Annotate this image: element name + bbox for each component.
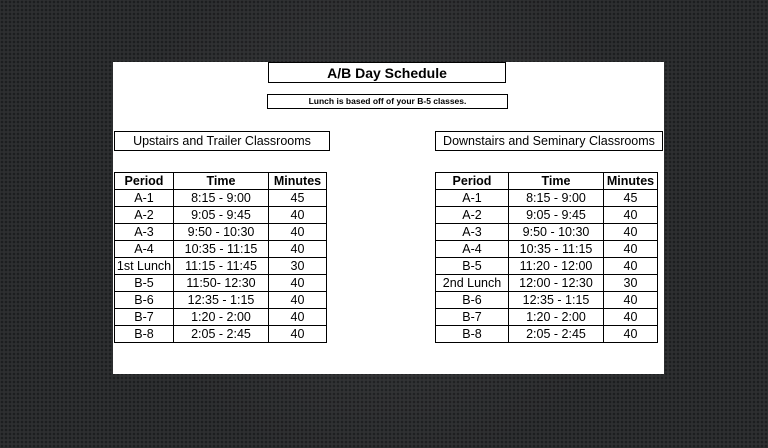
left-section-heading: Upstairs and Trailer Classrooms — [114, 131, 330, 151]
time-cell: 9:05 - 9:45 — [174, 207, 269, 224]
time-cell: 9:50 - 10:30 — [509, 224, 604, 241]
time-cell: 2:05 - 2:45 — [509, 326, 604, 343]
time-cell: 12:00 - 12:30 — [509, 275, 604, 292]
time-cell: 11:15 - 11:45 — [174, 258, 269, 275]
period-header: Period — [115, 173, 174, 190]
period-cell: A-3 — [436, 224, 509, 241]
time-cell: 2:05 - 2:45 — [174, 326, 269, 343]
minutes-cell: 40 — [269, 207, 327, 224]
time-cell: 11:50- 12:30 — [174, 275, 269, 292]
period-cell: A-4 — [436, 241, 509, 258]
table-row — [436, 258, 658, 275]
time-cell: 1:20 - 2:00 — [174, 309, 269, 326]
minutes-cell: 40 — [604, 309, 658, 326]
minutes-cell: 40 — [604, 224, 658, 241]
table-row — [115, 275, 327, 292]
time-cell: 9:05 - 9:45 — [509, 207, 604, 224]
period-cell: B-8 — [115, 326, 174, 343]
table-row — [115, 258, 327, 275]
minutes-header: Minutes — [604, 173, 658, 190]
period-cell: 1st Lunch — [115, 258, 174, 275]
table-row — [436, 190, 658, 207]
table-row — [436, 241, 658, 258]
time-header: Time — [174, 173, 269, 190]
period-cell: A-4 — [115, 241, 174, 258]
minutes-cell: 30 — [269, 258, 327, 275]
period-cell: A-1 — [115, 190, 174, 207]
right-schedule-table — [435, 172, 658, 343]
minutes-cell: 40 — [604, 258, 658, 275]
period-cell: A-2 — [436, 207, 509, 224]
table-row — [115, 241, 327, 258]
table-header-row — [115, 173, 327, 190]
minutes-cell: 40 — [269, 292, 327, 309]
table-header-row — [436, 173, 658, 190]
minutes-cell: 40 — [604, 207, 658, 224]
table-row — [115, 292, 327, 309]
minutes-cell: 40 — [269, 224, 327, 241]
left-schedule-table — [114, 172, 327, 343]
time-cell: 12:35 - 1:15 — [509, 292, 604, 309]
period-cell: 2nd Lunch — [436, 275, 509, 292]
table-row — [115, 326, 327, 343]
time-cell: 10:35 - 11:15 — [509, 241, 604, 258]
time-cell: 8:15 - 9:00 — [509, 190, 604, 207]
time-header: Time — [509, 173, 604, 190]
period-cell: B-8 — [436, 326, 509, 343]
time-cell: 9:50 - 10:30 — [174, 224, 269, 241]
table-row — [436, 224, 658, 241]
table-row — [436, 309, 658, 326]
time-cell: 12:35 - 1:15 — [174, 292, 269, 309]
time-cell: 10:35 - 11:15 — [174, 241, 269, 258]
minutes-cell: 40 — [604, 326, 658, 343]
minutes-cell: 40 — [269, 241, 327, 258]
time-cell: 11:20 - 12:00 — [509, 258, 604, 275]
minutes-cell: 40 — [269, 326, 327, 343]
period-cell: A-2 — [115, 207, 174, 224]
minutes-cell: 45 — [604, 190, 658, 207]
time-cell: 1:20 - 2:00 — [509, 309, 604, 326]
minutes-cell: 40 — [269, 275, 327, 292]
table-row — [436, 275, 658, 292]
table-row — [115, 207, 327, 224]
period-cell: B-5 — [115, 275, 174, 292]
table-row — [115, 190, 327, 207]
minutes-cell: 40 — [269, 309, 327, 326]
period-cell: B-5 — [436, 258, 509, 275]
time-cell: 8:15 - 9:00 — [174, 190, 269, 207]
table-row — [436, 207, 658, 224]
table-row — [436, 292, 658, 309]
period-cell: B-6 — [115, 292, 174, 309]
period-cell: B-7 — [115, 309, 174, 326]
period-cell: A-3 — [115, 224, 174, 241]
schedule-document — [113, 62, 664, 374]
minutes-cell: 45 — [269, 190, 327, 207]
table-row — [115, 224, 327, 241]
period-cell: B-6 — [436, 292, 509, 309]
lunch-note: Lunch is based off of your B-5 classes. — [267, 94, 508, 109]
minutes-cell: 30 — [604, 275, 658, 292]
period-cell: B-7 — [436, 309, 509, 326]
period-header: Period — [436, 173, 509, 190]
period-cell: A-1 — [436, 190, 509, 207]
minutes-cell: 40 — [604, 241, 658, 258]
schedule-title: A/B Day Schedule — [268, 62, 506, 83]
right-section-heading: Downstairs and Seminary Classrooms — [435, 131, 663, 151]
minutes-cell: 40 — [604, 292, 658, 309]
table-row — [115, 309, 327, 326]
minutes-header: Minutes — [269, 173, 327, 190]
table-row — [436, 326, 658, 343]
